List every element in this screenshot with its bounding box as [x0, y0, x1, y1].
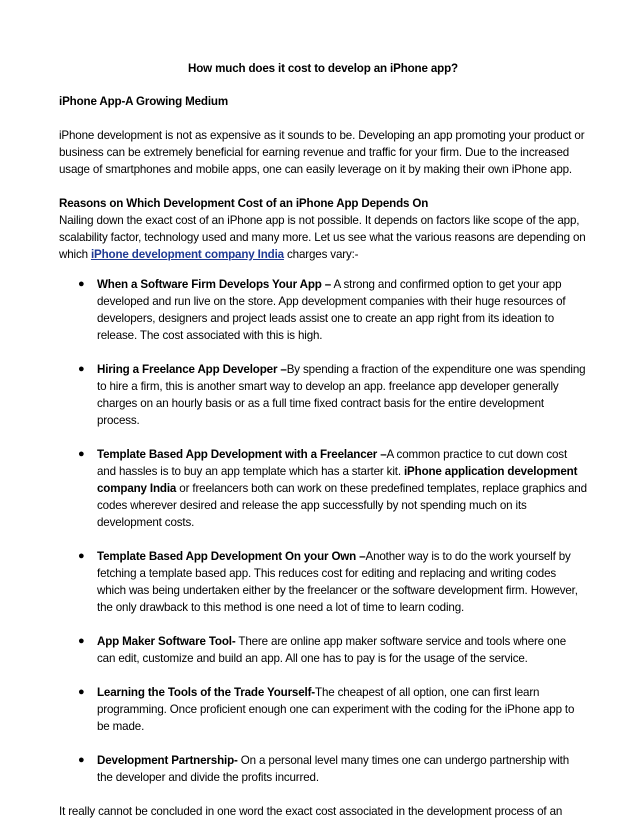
list-item	[59, 361, 587, 429]
bullet-title: Template Based App Development On your Own –	[97, 550, 366, 563]
bullet-list	[59, 276, 587, 786]
bullet-title: Learning the Tools of the Trade Yourself-	[97, 686, 316, 699]
list-item	[59, 633, 587, 667]
section-heading-growing-medium: iPhone App-A Growing Medium	[59, 95, 228, 108]
bullet-icon: ●	[78, 278, 85, 290]
list-item	[59, 752, 587, 786]
bullet-icon: ●	[78, 754, 85, 766]
list-item	[59, 684, 587, 735]
bullet-icon: ●	[78, 686, 85, 698]
list-item	[59, 446, 587, 531]
paragraph-text: Nailing down the exact cost of an iPhone app is not possible. It depends on factors like scope of the app, scalability factor, technology used and many more. Let us see what the various reasons are depending on which	[59, 214, 586, 261]
iphone-development-company-link[interactable]: iPhone development company India	[90, 248, 284, 261]
bullet-text: A strong and confirmed option to get your app developed and run live on the store. App development companies with their huge resources of developers, designers and project leads assist one to create an app right from its ideation to release. The cost associated with this is high.	[97, 278, 566, 342]
paragraph-intro: iPhone development is not as expensive as it sounds to be. Developing an app promoting your product or business can be extremely beneficial for earning revenue and traffic for your firm. Due to the increased usage of smartphones and mobile apps, one can easily leverage on it by making their own iPhone app.	[59, 129, 585, 176]
paragraph-cost-reasons	[59, 212, 587, 263]
document-title: How much does it cost to develop an iPhone app?	[188, 62, 458, 75]
bullet-text-after: or freelancers both can work on these predefined templates, replace graphics and codes wherever desired and release the app successfully by not spending much on its development costs.	[97, 482, 587, 529]
bullet-icon: ●	[78, 635, 85, 647]
bullet-title: Template Based App Development with a Freelancer –	[97, 448, 387, 461]
paragraph-text-end: charges vary:-	[283, 248, 359, 261]
bullet-bold-phrase: iPhone application development company India	[97, 465, 578, 495]
bullet-title: App Maker Software Tool-	[97, 635, 236, 648]
bullet-text: There are online app maker software service and tools where one can edit, customize and build an app. All one has to pay is for the usage of the service.	[97, 635, 567, 665]
bullet-icon: ●	[78, 363, 85, 375]
document-body	[59, 60, 587, 820]
bullet-title: Development Partnership-	[97, 754, 238, 767]
bullet-text: On a personal level many times one can undergo partnership with the developer and divide the profits incurred.	[97, 754, 570, 784]
bullet-text: A common practice to cut down cost and hassles is to buy an app template which has a starter kit.	[97, 448, 568, 478]
bullet-text: The cheapest of all option, one can first learn programming. Once proficient enough one can experiment with the coding for the iPhone app to be made.	[97, 686, 575, 733]
bullet-icon: ●	[78, 550, 85, 562]
bullet-icon: ●	[78, 448, 85, 460]
list-item	[59, 548, 587, 616]
section-heading-cost-reasons: Reasons on Which Development Cost of an iPhone App Depends On	[59, 197, 429, 210]
bullet-text: Another way is to do the work yourself by fetching a template based app. This reduces cost for editing and replacing and writing codes which was being undertaken either by the freelancer or the software development firm. However, the only drawback to this method is one need a lot of time to learn coding.	[97, 550, 578, 614]
bullet-title: Hiring a Freelance App Developer –	[97, 363, 287, 376]
paragraph-closing: It really cannot be concluded in one word the exact cost associated in the development process of an	[59, 805, 563, 818]
bullet-title: When a Software Firm Develops Your App –	[97, 278, 332, 291]
bullet-text: By spending a fraction of the expenditure one was spending to hire a firm, this is another smart way to develop an app. freelance app developer generally charges on an hourly basis or as a full time fixed contract basis for the entire development process.	[97, 363, 586, 427]
list-item	[59, 276, 587, 344]
